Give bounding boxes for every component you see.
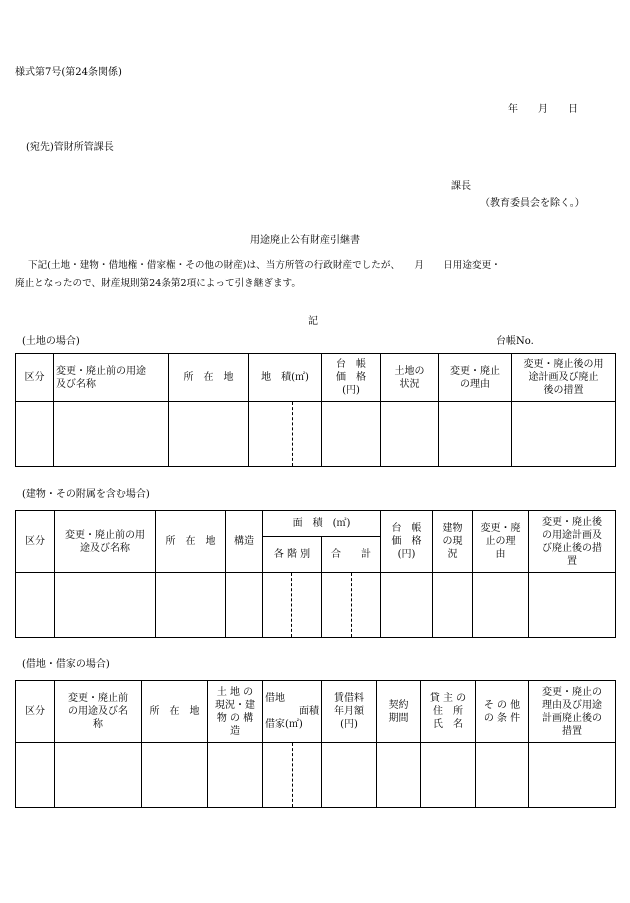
building-col-reason: 変更・廃 止の理 由 (473, 511, 529, 573)
building-cell-kubun[interactable] (16, 573, 55, 638)
building-col-price: 台 帳 価 格 (円) (381, 511, 433, 573)
land-entry-row (16, 402, 616, 467)
body-text-line1: 下記(土地・建物・借地権・借家権・その他の財産)は、当方所管の行政財産でしたが、 月 日用途変更・ (28, 260, 501, 271)
building-entry-row (16, 573, 616, 638)
land-cell-kubun[interactable] (16, 402, 54, 467)
lease-cell-kubun[interactable] (16, 743, 55, 808)
lease-cell-use[interactable] (55, 743, 142, 808)
lease-col-area (263, 681, 322, 743)
building-section-heading: (建物・その附属を含む場合) (22, 489, 150, 500)
lease-section-heading: (借地・借家の場合) (22, 659, 110, 670)
lease-area-divider (292, 743, 293, 807)
lease-cell-rent[interactable] (322, 743, 377, 808)
lease-cell-lessor[interactable] (421, 743, 476, 808)
building-total-divider (351, 573, 352, 637)
building-col-status: 建物 の現 況 (433, 511, 473, 573)
building-cell-area-floor[interactable] (263, 573, 322, 638)
land-table (15, 353, 616, 467)
lease-cell-other[interactable] (476, 743, 529, 808)
lease-col-lessor: 貸 主 の 住 所 氏 名 (421, 681, 476, 743)
lease-table (15, 680, 616, 808)
land-cell-use[interactable] (54, 402, 169, 467)
addressee: (宛先)管財所管課長 (26, 142, 114, 153)
land-col-reason: 変更・廃止 の理由 (439, 354, 512, 402)
document-title: 用途廃止公有財産引継書 (250, 235, 360, 246)
building-cell-location[interactable] (156, 573, 226, 638)
land-cell-plan[interactable] (512, 402, 616, 467)
land-col-kubun: 区分 (16, 354, 54, 402)
land-col-location: 所 在 地 (169, 354, 249, 402)
ki-heading: 記 (308, 316, 318, 327)
land-header-row (16, 354, 616, 402)
building-cell-area-total[interactable] (322, 573, 381, 638)
land-cell-status[interactable] (381, 402, 439, 467)
building-col-area-floor: 各 階 別 (263, 537, 322, 573)
lease-col-rent: 賃借料 年月額 (円) (322, 681, 377, 743)
lease-col-area-top: 借地 (265, 693, 285, 704)
lease-col-land-status: 土 地 の 現況・建 物 の 構 造 (208, 681, 263, 743)
lease-col-location: 所 在 地 (142, 681, 208, 743)
building-floor-divider (291, 573, 292, 637)
land-col-use: 変更・廃止前の用途 及び名称 (54, 354, 169, 402)
land-cell-reason[interactable] (439, 402, 512, 467)
building-col-use: 変更・廃止前の用 途及び名称 (55, 511, 156, 573)
lease-col-kubun: 区分 (16, 681, 55, 743)
lease-col-term: 契約 期間 (377, 681, 421, 743)
building-cell-reason[interactable] (473, 573, 529, 638)
form-number: 様式第7号(第24条関係) (15, 67, 122, 78)
lease-cell-land-status[interactable] (208, 743, 263, 808)
land-area-divider (292, 402, 293, 466)
building-header-row-1 (16, 511, 616, 537)
land-col-area: 地 積(㎡) (249, 354, 322, 402)
lease-col-area-mid: 面積 (299, 706, 319, 717)
ledger-number-label: 台帳No. (496, 336, 534, 347)
building-cell-structure[interactable] (226, 573, 263, 638)
lease-header-row (16, 681, 616, 743)
lease-col-plan: 変更・廃止の 理由及び用途 計画廃止後の 措置 (529, 681, 616, 743)
lease-cell-plan[interactable] (529, 743, 616, 808)
sender-title: 課長 (451, 181, 471, 192)
date-line: 年 月 日 (508, 104, 578, 115)
building-cell-use[interactable] (55, 573, 156, 638)
building-col-area-total: 合 計 (322, 537, 381, 573)
building-col-area: 面 積 (㎡) (263, 511, 381, 537)
building-col-kubun: 区分 (16, 511, 55, 573)
lease-cell-location[interactable] (142, 743, 208, 808)
building-table (15, 510, 616, 638)
lease-col-other: そ の 他 の 条 件 (476, 681, 529, 743)
lease-col-area-bottom: 借家(㎡) (265, 719, 303, 730)
land-col-price: 台 帳 価 格 (円) (322, 354, 381, 402)
land-section-heading: (土地の場合) (22, 336, 80, 347)
building-col-plan: 変更・廃止後 の用途計画及 び廃止後の措 置 (529, 511, 616, 573)
land-col-plan: 変更・廃止後の用 途計画及び廃止 後の措置 (512, 354, 616, 402)
building-col-structure: 構造 (226, 511, 263, 573)
land-cell-location[interactable] (169, 402, 249, 467)
building-cell-plan[interactable] (529, 573, 616, 638)
lease-cell-area[interactable] (263, 743, 322, 808)
land-cell-area[interactable] (249, 402, 322, 467)
building-cell-status[interactable] (433, 573, 473, 638)
land-col-status: 土地の 状況 (381, 354, 439, 402)
body-text-line2: 廃止となったので、財産規則第24条第2項によって引き継ぎます。 (15, 278, 301, 289)
lease-col-use: 変更・廃止前 の用途及び名 称 (55, 681, 142, 743)
sender-note: （教育委員会を除く。） (480, 198, 585, 209)
lease-cell-term[interactable] (377, 743, 421, 808)
lease-entry-row (16, 743, 616, 808)
land-cell-price[interactable] (322, 402, 381, 467)
building-col-location: 所 在 地 (156, 511, 226, 573)
building-cell-price[interactable] (381, 573, 433, 638)
